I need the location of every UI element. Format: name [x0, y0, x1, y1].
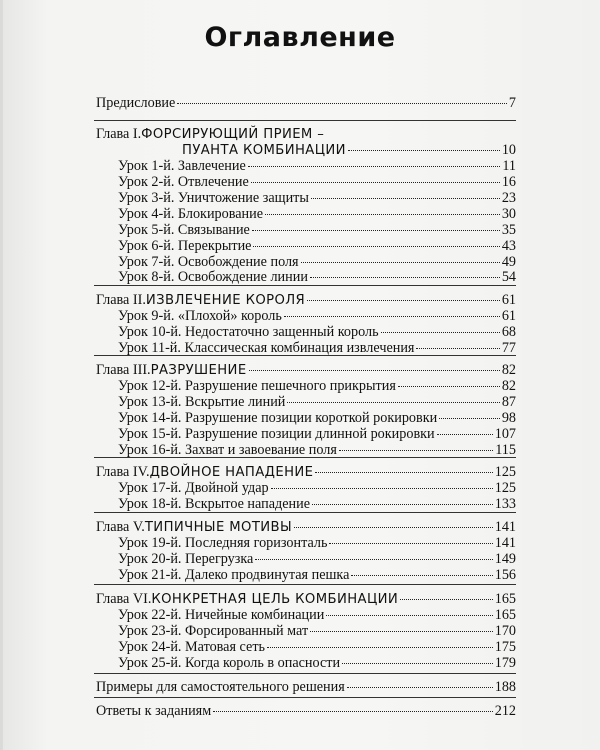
toc-lesson-5[interactable] — [118, 222, 516, 238]
leader-dots — [347, 687, 493, 688]
leader-dots — [271, 488, 493, 489]
leader-dots — [310, 277, 500, 278]
chapter-title: ДВОЙНОЕ НАПАДЕНИЕ — [149, 465, 314, 480]
entry-page: 175 — [494, 639, 516, 655]
toc-chapter-3[interactable] — [96, 362, 516, 379]
entry-page: 16 — [501, 174, 516, 190]
leader-dots — [287, 402, 499, 403]
toc-lesson-14[interactable] — [118, 410, 516, 426]
entry-page: 7 — [508, 95, 516, 111]
chapter-title: КОНКРЕТНАЯ ЦЕЛЬ КОМБИНАЦИИ — [151, 592, 399, 607]
entry-page: 61 — [501, 292, 516, 308]
entry-page: 82 — [501, 362, 516, 378]
leader-dots — [439, 418, 500, 419]
leader-dots — [329, 543, 492, 544]
entry-label: Урок 6-й. Перекрытие — [118, 238, 252, 254]
toc-lesson-4[interactable] — [118, 206, 516, 222]
entry-page: 61 — [501, 308, 516, 324]
leader-dots — [311, 198, 500, 199]
entry-label: Урок 22-й. Ничейные комбинации — [118, 607, 325, 623]
entry-page: 165 — [494, 607, 516, 623]
leader-dots — [339, 450, 493, 451]
divider — [94, 584, 516, 585]
chapter-title: РАЗРУШЕНИЕ — [150, 363, 247, 378]
entry-label: Урок 23-й. Форсированный мат — [118, 623, 309, 639]
toc-lesson-1[interactable] — [118, 158, 516, 174]
leader-dots — [252, 230, 500, 231]
toc-lesson-20[interactable] — [118, 551, 516, 567]
entry-label: Урок 25-й. Когда король в опасности — [118, 655, 341, 671]
entry-label: Урок 8-й. Освобождение линии — [118, 269, 308, 285]
entry-page: 156 — [494, 567, 516, 583]
entry-label: Урок 12-й. Разрушение пешечного прикрытия — [118, 378, 396, 394]
entry-page: 179 — [494, 655, 516, 671]
toc-lesson-11[interactable] — [118, 340, 516, 356]
entry-page: 149 — [494, 551, 516, 567]
toc-lesson-17[interactable] — [118, 480, 516, 496]
leader-dots — [284, 316, 500, 317]
entry-label: Урок 3-й. Уничтожение защиты — [118, 190, 309, 206]
entry-page: 30 — [501, 206, 516, 222]
page-edge-shadow — [0, 0, 3, 750]
entry-page: 170 — [494, 623, 516, 639]
toc-lesson-3[interactable] — [118, 190, 516, 206]
entry-label: Урок 2-й. Отвлечение — [118, 174, 249, 190]
entry-label: Урок 18-й. Вскрытое нападение — [118, 496, 311, 512]
toc-lesson-7[interactable] — [118, 254, 516, 270]
leader-dots — [213, 711, 493, 712]
leader-dots — [265, 214, 500, 215]
toc-entry-exercises[interactable] — [96, 679, 516, 695]
chapter-title: ТИПИЧНЫЕ МОТИВЫ — [144, 520, 293, 535]
divider — [94, 120, 516, 121]
entry-label: Урок 9-й. «Плохой» король — [118, 308, 282, 324]
chapter-title: ПУАНТА КОМБИНАЦИИ — [182, 143, 346, 158]
leader-dots — [267, 647, 493, 648]
leader-dots — [307, 300, 500, 301]
entry-page: 23 — [501, 190, 516, 206]
leader-dots — [416, 348, 499, 349]
entry-page: 133 — [494, 496, 516, 512]
entry-page: 98 — [501, 410, 516, 426]
chapter-prefix: Глава VI. — [96, 591, 152, 607]
toc-entry-preface[interactable] — [96, 95, 516, 111]
chapter-prefix: Глава V. — [96, 519, 145, 535]
entry-label: Урок 4-й. Блокирование — [118, 206, 264, 222]
leader-dots — [348, 150, 500, 151]
toc-chapter-5[interactable] — [96, 519, 516, 536]
entry-page: 141 — [494, 535, 516, 551]
entry-page: 165 — [494, 591, 516, 607]
entry-label: Урок 7-й. Освобождение поля — [118, 254, 299, 270]
toc-lesson-8[interactable] — [118, 269, 516, 285]
leader-dots — [253, 246, 499, 247]
entry-page: 107 — [494, 426, 516, 442]
entry-label: Примеры для самостоятельного решения — [96, 679, 345, 695]
entry-label: Урок 10-й. Недостаточно защенный король — [118, 324, 379, 340]
toc-chapter-6[interactable] — [96, 591, 516, 608]
leader-dots — [251, 182, 500, 183]
entry-page: 212 — [494, 703, 516, 719]
chapter-prefix: Глава IV. — [96, 464, 150, 480]
leader-dots — [177, 103, 507, 104]
entry-label: Урок 15-й. Разрушение позиции длинной рокировки — [118, 426, 435, 442]
toc-lesson-23[interactable] — [118, 623, 516, 639]
entry-label: Предисловие — [96, 95, 176, 111]
toc-chapter-1[interactable] — [96, 126, 516, 143]
entry-label: Урок 21-й. Далеко продвинутая пешка — [118, 567, 350, 583]
entry-page: 43 — [501, 238, 516, 254]
entry-label: Урок 14-й. Разрушение позиции короткой рокировки — [118, 410, 438, 426]
entry-label: Урок 11-й. Классическая комбинация извлечения — [118, 340, 415, 356]
toc-lesson-22[interactable] — [118, 607, 516, 623]
toc-entry-answers[interactable] — [96, 703, 516, 719]
chapter-prefix: Глава II. — [96, 292, 146, 308]
entry-page: 49 — [501, 254, 516, 270]
chapter-title: ФОРСИРУЮЩИЙ ПРИЕМ – — [141, 127, 325, 142]
entry-label: Ответы к заданиям — [96, 703, 212, 719]
chapter-title: ИЗВЛЕЧЕНИЕ КОРОЛЯ — [145, 293, 306, 308]
toc-lesson-13[interactable] — [118, 394, 516, 410]
toc-lesson-6[interactable] — [118, 238, 516, 254]
chapter-prefix: Глава I. — [96, 126, 142, 142]
toc-chapter-2[interactable] — [96, 292, 516, 309]
toc-chapter-4[interactable] — [96, 464, 516, 481]
toc-lesson-21[interactable] — [118, 567, 516, 583]
divider — [94, 512, 516, 513]
leader-dots — [342, 663, 493, 664]
entry-page: 87 — [501, 394, 516, 410]
chapter-prefix: Глава III. — [96, 362, 151, 378]
entry-page: 82 — [501, 378, 516, 394]
entry-page: 125 — [494, 480, 516, 496]
entry-label: Урок 24-й. Матовая сеть — [118, 639, 265, 655]
leader-dots — [249, 370, 500, 371]
toc-lesson-16[interactable] — [118, 442, 516, 458]
entry-page: 54 — [501, 269, 516, 285]
leader-dots — [398, 386, 500, 387]
entry-label: Урок 16-й. Захват и завоевание поля — [118, 442, 337, 458]
entry-page: 188 — [494, 679, 516, 695]
divider — [94, 697, 516, 698]
entry-label: Урок 20-й. Перегрузка — [118, 551, 254, 567]
entry-page: 115 — [495, 442, 516, 458]
leader-dots — [310, 631, 493, 632]
entry-label: Урок 19-й. Последняя горизонталь — [118, 535, 328, 551]
toc-lesson-24[interactable] — [118, 639, 516, 655]
leader-dots — [381, 332, 500, 333]
entry-page: 35 — [501, 222, 516, 238]
toc-lesson-25[interactable] — [118, 655, 516, 671]
leader-dots — [294, 527, 493, 528]
entry-page: 11 — [502, 158, 516, 174]
toc-lesson-10[interactable] — [118, 324, 516, 340]
leader-dots — [400, 599, 493, 600]
entry-page: 77 — [501, 340, 516, 356]
entry-page: 125 — [494, 464, 516, 480]
toc-lesson-9[interactable] — [118, 308, 516, 324]
toc-chapter-1-cont[interactable] — [182, 142, 516, 159]
toc-lesson-2[interactable] — [118, 174, 516, 190]
entry-page: 141 — [494, 519, 516, 535]
toc-lesson-18[interactable] — [118, 496, 516, 512]
entry-label: Урок 5-й. Связывание — [118, 222, 250, 238]
leader-dots — [255, 559, 492, 560]
toc-lesson-19[interactable] — [118, 535, 516, 551]
toc-lesson-15[interactable] — [118, 426, 516, 442]
entry-page: 10 — [501, 142, 516, 158]
leader-dots — [312, 504, 493, 505]
leader-dots — [248, 166, 501, 167]
leader-dots — [351, 575, 492, 576]
entry-label: Урок 13-й. Вскрытие линий — [118, 394, 286, 410]
divider — [94, 285, 516, 286]
leader-dots — [437, 434, 493, 435]
leader-dots — [315, 472, 492, 473]
entry-label: Урок 1-й. Завлечение — [118, 158, 246, 174]
toc-lesson-12[interactable] — [118, 378, 516, 394]
divider — [94, 673, 516, 674]
page-title: Оглавление — [204, 22, 396, 53]
leader-dots — [301, 262, 500, 263]
entry-label: Урок 17-й. Двойной удар — [118, 480, 269, 496]
leader-dots — [326, 615, 492, 616]
entry-page: 68 — [501, 324, 516, 340]
